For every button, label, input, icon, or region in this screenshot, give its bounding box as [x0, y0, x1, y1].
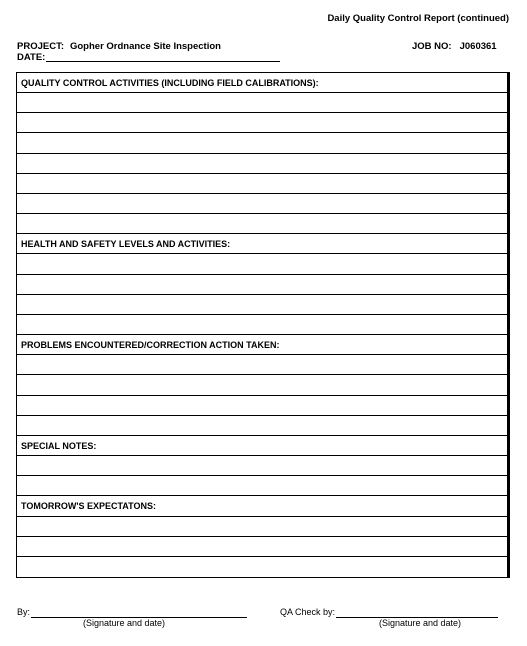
project-value: Gopher Ordnance Site Inspection: [69, 41, 221, 52]
blank-entry-row[interactable]: [17, 194, 507, 214]
job-number-line: [412, 41, 497, 52]
blank-entry-row[interactable]: [17, 174, 507, 194]
blank-entry-row[interactable]: [17, 557, 507, 577]
blank-entry-row[interactable]: [17, 355, 507, 375]
report-title: Daily Quality Control Report (continued): [327, 13, 509, 24]
section-heading: QUALITY CONTROL ACTIVITIES (INCLUDING FIELD CALIBRATIONS):: [21, 78, 319, 88]
report-table-rows: [17, 73, 509, 577]
qa-check-label: QA Check by:: [280, 607, 336, 617]
blank-entry-row[interactable]: [17, 93, 507, 113]
date-field-line[interactable]: [46, 61, 280, 62]
project-line: [17, 41, 221, 52]
job-value: J060361: [459, 41, 497, 52]
project-label: PROJECT:: [17, 41, 64, 52]
report-table: [16, 72, 510, 578]
section-heading-row: [17, 335, 507, 355]
blank-entry-row[interactable]: [17, 416, 507, 436]
blank-entry-row[interactable]: [17, 254, 507, 274]
blank-entry-row[interactable]: [17, 456, 507, 476]
blank-entry-row[interactable]: [17, 214, 507, 234]
by-caption: (Signature and date): [83, 618, 166, 628]
blank-entry-row[interactable]: [17, 275, 507, 295]
blank-entry-row[interactable]: [17, 154, 507, 174]
section-heading-row: [17, 73, 507, 93]
section-heading: PROBLEMS ENCOUNTERED/CORRECTION ACTION TAKEN:: [21, 340, 280, 351]
job-label: JOB NO:: [412, 41, 452, 52]
blank-entry-row[interactable]: [17, 133, 507, 153]
section-heading-row: [17, 496, 507, 516]
section-heading: HEALTH AND SAFETY LEVELS AND ACTIVITIES:: [21, 239, 231, 250]
section-heading: SPECIAL NOTES:: [21, 440, 97, 451]
qa-caption: (Signature and date): [379, 618, 462, 628]
blank-entry-row[interactable]: [17, 517, 507, 537]
blank-entry-row[interactable]: [17, 396, 507, 416]
blank-entry-row[interactable]: [17, 476, 507, 496]
section-heading-row: [17, 234, 507, 254]
blank-entry-row[interactable]: [17, 295, 507, 315]
by-label: By:: [17, 607, 31, 617]
blank-entry-row[interactable]: [17, 315, 507, 335]
blank-entry-row[interactable]: [17, 375, 507, 395]
blank-entry-row[interactable]: [17, 537, 507, 557]
date-label: DATE:: [17, 52, 46, 63]
section-heading-row: [17, 436, 507, 456]
section-heading: TOMORROW'S EXPECTATONS:: [21, 501, 156, 512]
blank-entry-row[interactable]: [17, 113, 507, 133]
